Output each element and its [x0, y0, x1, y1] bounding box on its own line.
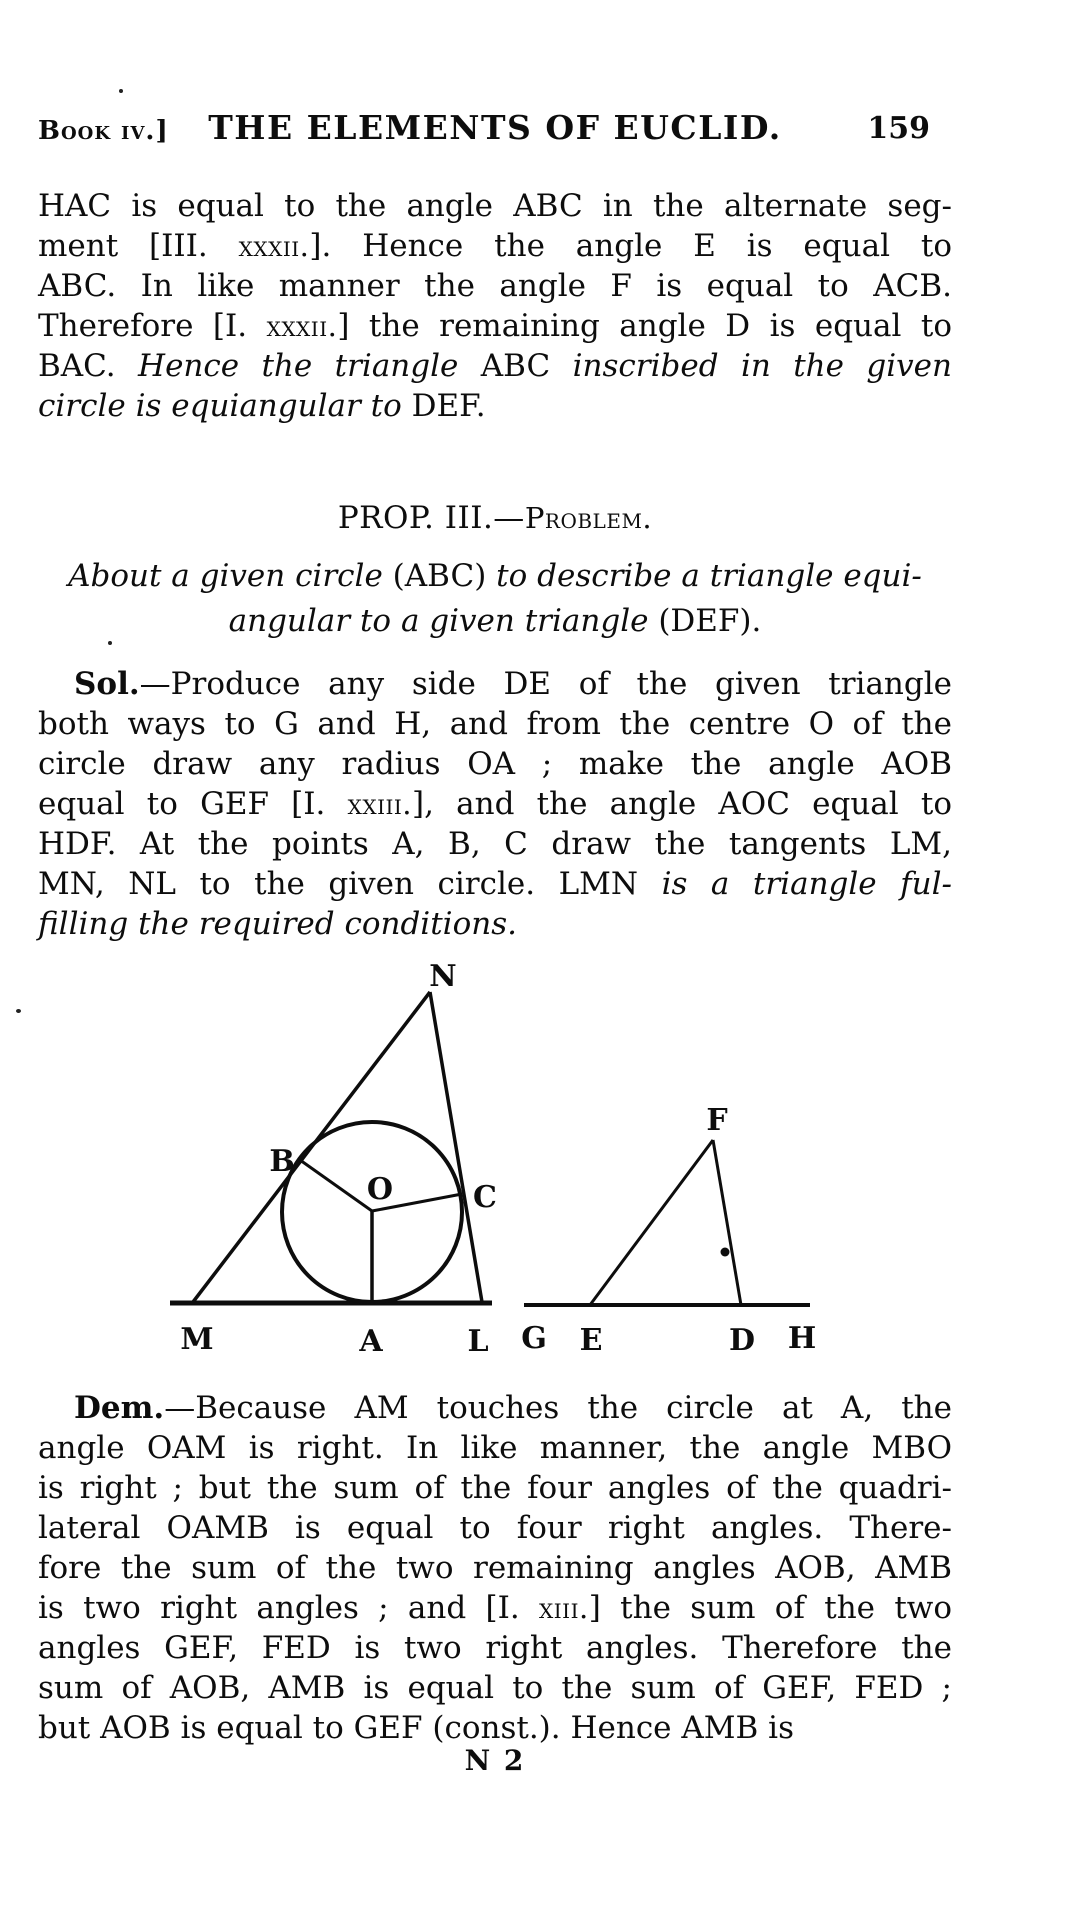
scan-speck: [119, 89, 123, 93]
running-head-book: Book iv.]: [38, 116, 169, 146]
text-line: PROP. III.—Problem.: [337, 500, 653, 536]
running-head-title: THE ELEMENTS OF EUCLID.: [208, 108, 782, 147]
text-line: HDF. At the points A, B, C draw the tangents LM,: [38, 826, 952, 862]
paragraph-solution: [38, 664, 952, 944]
text-line: sum of AOB, AMB is equal to the sum of GEF, FED ;: [38, 1670, 952, 1706]
label-O: O: [366, 1172, 394, 1207]
radius-OB: [300, 1160, 372, 1211]
text-line: About a given circle (ABC) to describe a triangle equi-: [68, 558, 922, 594]
text-line: circle is equiangular to DEF.: [38, 388, 486, 424]
label-N: N: [429, 959, 457, 994]
scan-speck: [16, 1009, 21, 1013]
text-line: angular to a given triangle (DEF).: [228, 603, 762, 639]
text-line: ment [III. xxxii.]. Hence the angle E is equal to: [38, 228, 952, 264]
text-line: is two right angles ; and [I. xiii.] the sum of the two: [38, 1590, 952, 1626]
text-line: angles GEF, FED is two right angles. Therefore the: [38, 1630, 952, 1666]
paragraph-demonstration: [38, 1388, 952, 1748]
label-L: L: [467, 1324, 489, 1359]
ink-dot: [721, 1248, 730, 1257]
proposition-heading: [38, 500, 952, 536]
text-line: both ways to G and H, and from the centre O of the: [38, 706, 952, 742]
label-D: D: [728, 1323, 756, 1358]
text-line: ABC. In like manner the angle F is equal to ACB.: [38, 268, 952, 304]
proposition-statement: [38, 554, 952, 644]
scan-speck: [108, 641, 112, 645]
text-line: filling the required conditions.: [38, 906, 517, 942]
label-H: H: [787, 1321, 817, 1356]
text-line: angle OAM is right. In like manner, the angle MBO: [38, 1430, 952, 1466]
text-line: Dem.—Because AM touches the circle at A, the: [74, 1390, 952, 1426]
side-EF: [590, 1140, 713, 1305]
label-G: G: [521, 1321, 547, 1356]
text-line: Sol.—Produce any side DE of the given triangle: [74, 666, 952, 702]
text-line: but AOB is equal to GEF (const.). Hence AMB is: [38, 1710, 794, 1746]
text-line: MN, NL to the given circle. LMN is a triangle ful-: [38, 866, 952, 902]
label-A: A: [359, 1324, 383, 1359]
figure-triangle-MNL: [170, 959, 497, 1359]
label-B: B: [269, 1144, 295, 1179]
signature-mark: N 2: [464, 1744, 526, 1777]
text-line: is right ; but the sum of the four angles of the quadri-: [38, 1470, 952, 1506]
text-line: equal to GEF [I. xxiii.], and the angle AOC equal to: [38, 786, 952, 822]
text-line: lateral OAMB is equal to four right angles. There-: [38, 1510, 952, 1546]
label-F: F: [706, 1103, 728, 1138]
running-header: [38, 108, 952, 148]
page-number: 159: [867, 111, 930, 146]
text-line: circle draw any radius OA ; make the angle AOB: [38, 746, 952, 782]
text-line: HAC is equal to the angle ABC in the alternate seg-: [38, 188, 952, 224]
text-line: Therefore [I. xxxii.] the remaining angle D is equal to: [38, 308, 953, 344]
label-E: E: [579, 1323, 603, 1358]
geometry-diagram: [0, 940, 1088, 1360]
side-NL: [430, 992, 482, 1302]
label-C: C: [473, 1180, 497, 1215]
text-line: BAC. Hence the triangle ABC inscribed in the given: [38, 348, 952, 384]
label-M: M: [180, 1322, 214, 1357]
side-FD: [713, 1140, 741, 1305]
text-line: fore the sum of the two remaining angles AOB, AMB: [38, 1550, 952, 1586]
figure-triangle-DEF: [521, 1103, 816, 1358]
paragraph-intro: [38, 186, 952, 426]
